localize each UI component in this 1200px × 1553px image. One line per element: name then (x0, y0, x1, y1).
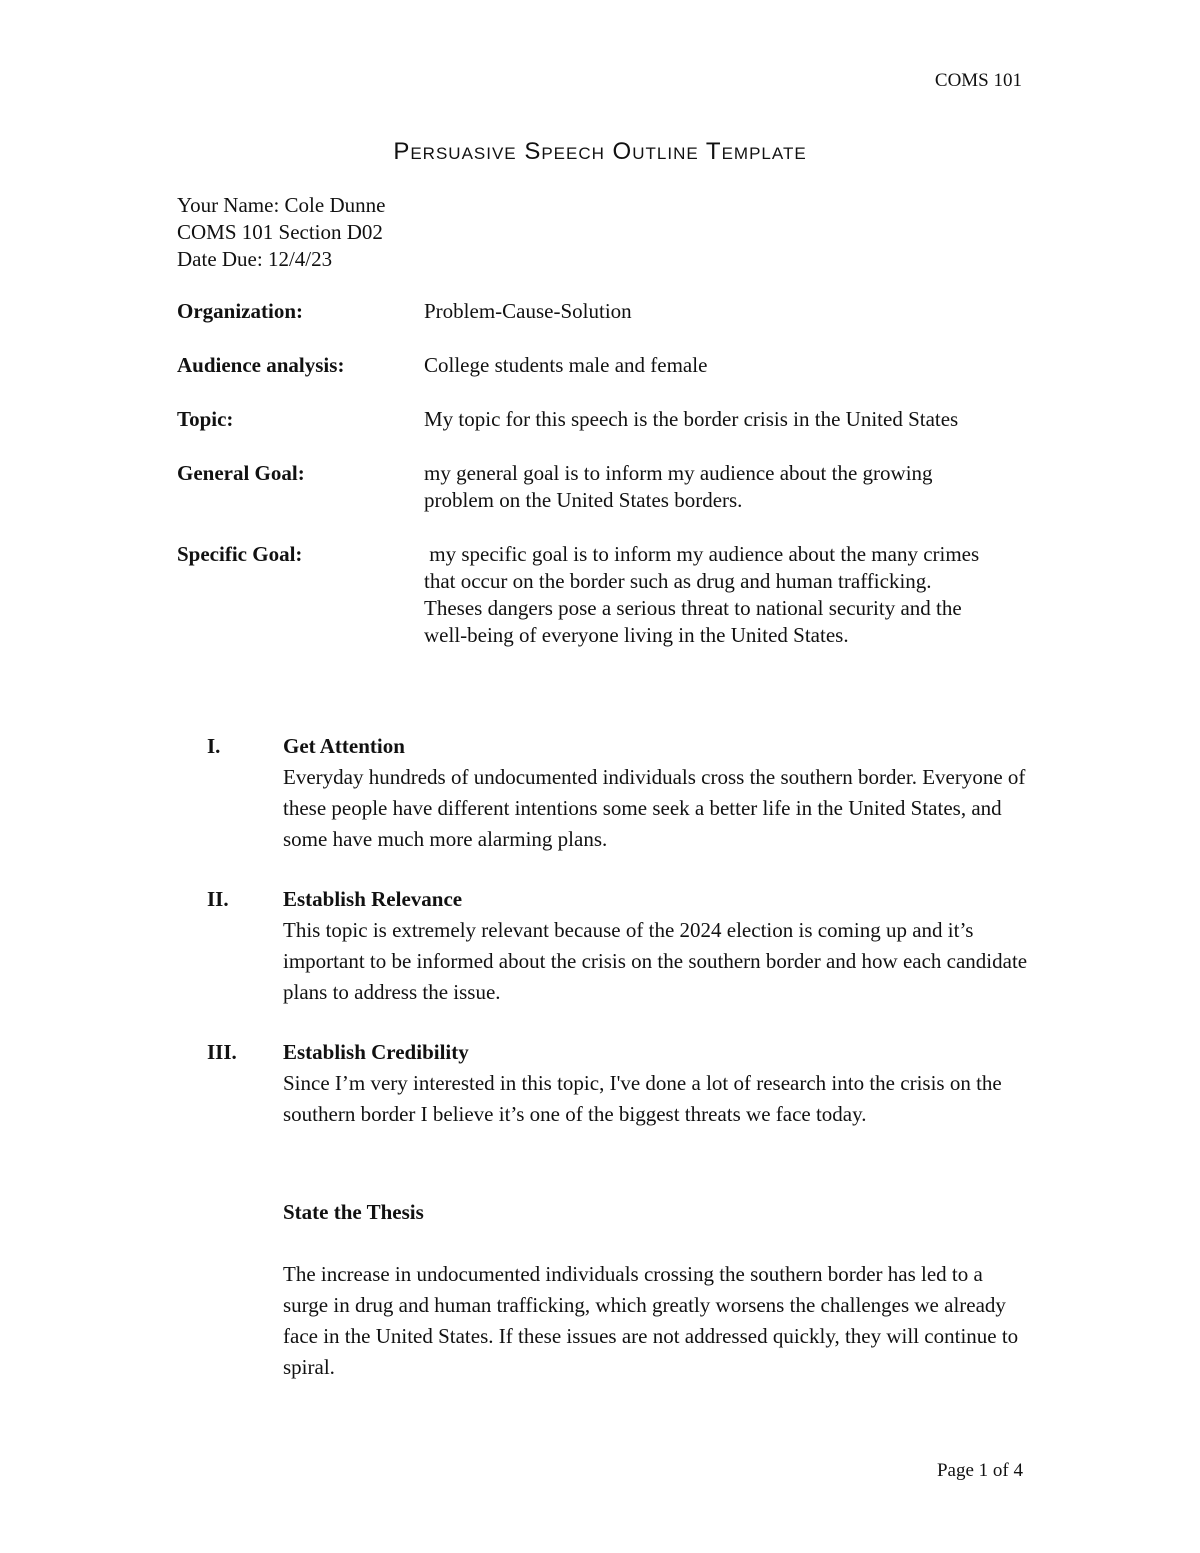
student-name: Your Name: Cole Dunne (177, 193, 386, 217)
outline-item-body (283, 731, 1028, 855)
outline-heading: Establish Credibility (283, 1040, 469, 1064)
outline-text: Since I’m very interested in this topic, I've done a lot of research into the crisis on the southern border I believe it’s one of the biggest threats we face today. (283, 1071, 1002, 1126)
meta-value: my general goal is to inform my audience about the growing problem on the United States borders. (424, 461, 933, 512)
thesis-text: The increase in undocumented individuals crossing the southern border has led to a surge in drug and human trafficking, which greatly worsens the challenges we already face in the United States. If these issues are not addressed quickly, they will continue to spiral. (283, 1262, 1019, 1379)
outline-item-body (283, 1037, 1028, 1130)
meta-value: my specific goal is to inform my audience about the many crimes that occur on the border such as drug and human trafficking. Theses dangers pose a serious threat to national security and the well-being of everyone living in the United States. (424, 542, 985, 647)
outline-text: Everyday hundreds of undocumented individuals cross the southern border. Everyone of these people have different intentions some seek a better life in the United States, and some have much more alarming plans. (283, 765, 1026, 851)
outline-item-get-attention (177, 731, 1037, 855)
outline-item-establish-credibility (177, 1037, 1037, 1130)
outline-text: This topic is extremely relevant because of the 2024 election is coming up and it’s important to be informed about the crisis on the southern border and how each candidate plans to address the issue. (283, 918, 1028, 1004)
meta-label: Topic: (177, 407, 234, 431)
student-info (177, 192, 385, 273)
page-number: Page 1 of 4 (936, 1460, 1023, 1481)
student-section: COMS 101 Section D02 (177, 220, 383, 244)
meta-row-general-goal (177, 460, 1037, 514)
meta-row-topic (177, 406, 1037, 433)
meta-row-audience (177, 352, 1037, 379)
thesis-heading: State the Thesis (283, 1200, 424, 1224)
date-due: Date Due: 12/4/23 (177, 247, 333, 271)
outline-numeral: III. (207, 1040, 237, 1064)
outline-item-body (283, 884, 1028, 1008)
thesis-block (283, 1197, 1028, 1383)
document-title: Persuasive Speech Outline Template (393, 138, 807, 165)
meta-row-organization (177, 298, 1037, 325)
meta-value: My topic for this speech is the border crisis in the United States (424, 407, 959, 431)
outline-item-establish-relevance (177, 884, 1037, 1008)
speech-outline (177, 731, 1037, 1159)
meta-value: Problem-Cause-Solution (424, 299, 632, 323)
outline-heading: Get Attention (283, 734, 405, 758)
outline-numeral: I. (207, 734, 221, 758)
meta-label: Specific Goal: (177, 542, 303, 566)
outline-heading: Establish Relevance (283, 887, 463, 911)
meta-label: Organization: (177, 299, 303, 323)
speech-meta-table (177, 298, 1037, 676)
outline-numeral: II. (207, 887, 229, 911)
meta-label: General Goal: (177, 461, 305, 485)
header-course-label: COMS 101 (934, 70, 1022, 91)
meta-row-specific-goal (177, 541, 1037, 649)
meta-value: College students male and female (424, 353, 708, 377)
meta-label: Audience analysis: (177, 353, 345, 377)
